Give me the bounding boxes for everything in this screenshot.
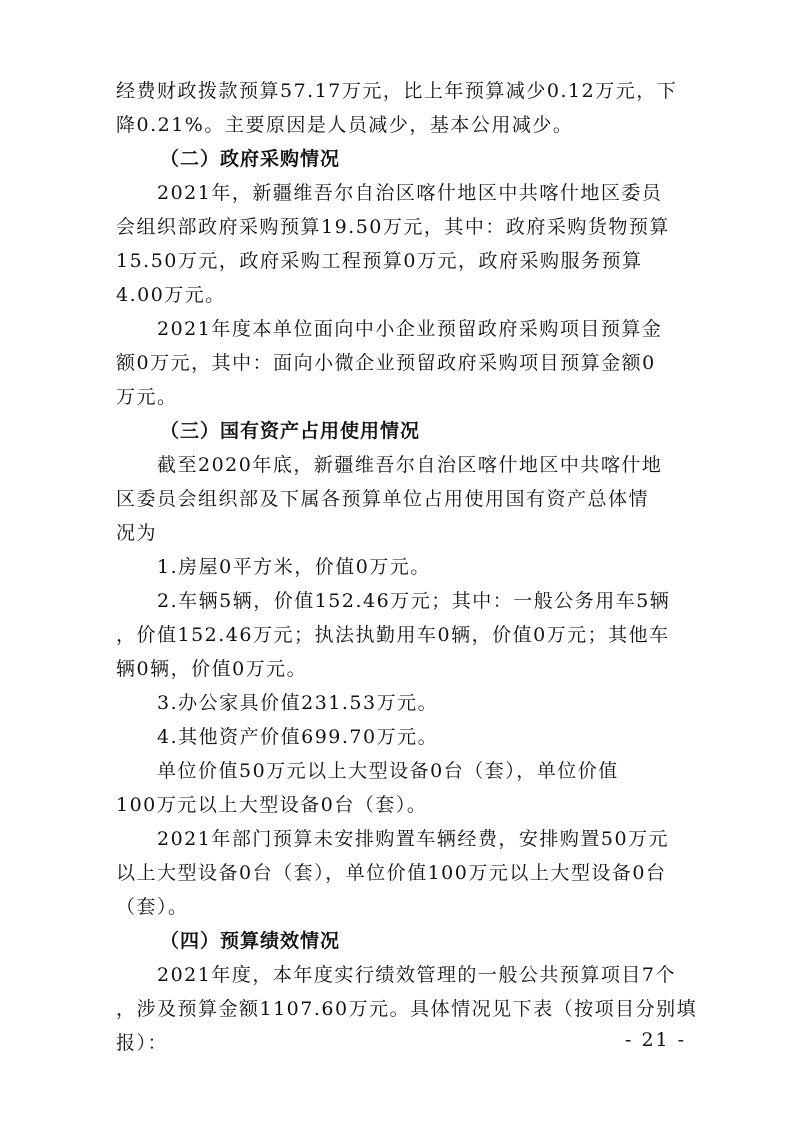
- body-line: 经费财政拨款预算57.17万元，比上年预算减少0.12万元，下: [116, 80, 678, 102]
- body-line: 区委员会组织部及下属各预算单位占用使用国有资产总体情: [116, 488, 650, 510]
- section-heading-procurement: （二）政府采购情况: [160, 148, 341, 170]
- body-line: 单位价值50万元以上大型设备0台（套），单位价值: [157, 760, 619, 782]
- page-number: - 21 -: [625, 1029, 687, 1051]
- body-line: 报）：: [116, 1032, 169, 1054]
- list-item: 4.其他资产价值699.70万元。: [157, 726, 439, 748]
- body-line: 降0.21%。主要原因是人员减少，基本公用减少。: [116, 114, 574, 136]
- body-line: ，价值152.46万元；执法执勤用车0辆，价值0万元；其他车: [116, 624, 670, 646]
- body-line: 2021年度本单位面向中小企业预留政府采购项目预算金: [157, 318, 663, 340]
- body-line: 100万元以上大型设备0台（套）。: [116, 794, 428, 816]
- body-line: 15.50万元，政府采购工程预算0万元，政府采购服务预算: [116, 250, 643, 272]
- body-line: 万元。: [116, 386, 178, 408]
- list-item: 1.房屋0平方米，价值0万元。: [157, 556, 431, 578]
- body-line: 辆0辆，价值0万元。: [116, 658, 308, 680]
- body-line: ，涉及预算金额1107.60万元。具体情况见下表（按项目分别填: [116, 998, 698, 1020]
- body-line: 4.00万元。: [116, 284, 226, 306]
- body-line: 截至2020年底，新疆维吾尔自治区喀什地区中共喀什地: [157, 454, 663, 476]
- section-heading-performance: （四）预算绩效情况: [160, 930, 341, 952]
- section-heading-state-assets: （三）国有资产占用使用情况: [160, 420, 421, 442]
- body-line: 以上大型设备0台（套），单位价值100万元以上大型设备0台: [116, 862, 667, 884]
- body-line: 会组织部政府采购预算19.50万元，其中：政府采购货物预算: [116, 216, 670, 238]
- body-line: 额0万元，其中：面向小微企业预留政府采购项目预算金额0: [116, 352, 656, 374]
- list-item: 2.车辆5辆，价值152.46万元；其中：一般公务用车5辆: [157, 590, 671, 612]
- body-line: 2021年，新疆维吾尔自治区喀什地区中共喀什地区委员: [157, 182, 663, 204]
- list-item: 3.办公家具价值231.53万元。: [157, 692, 439, 714]
- body-line: （套）。: [116, 896, 189, 918]
- body-line: 况为: [116, 522, 158, 544]
- body-line: 2021年部门预算未安排购置车辆经费，安排购置50万元: [157, 828, 670, 850]
- body-line: 2021年度，本年度实行绩效管理的一般公共预算项目7个: [157, 964, 676, 986]
